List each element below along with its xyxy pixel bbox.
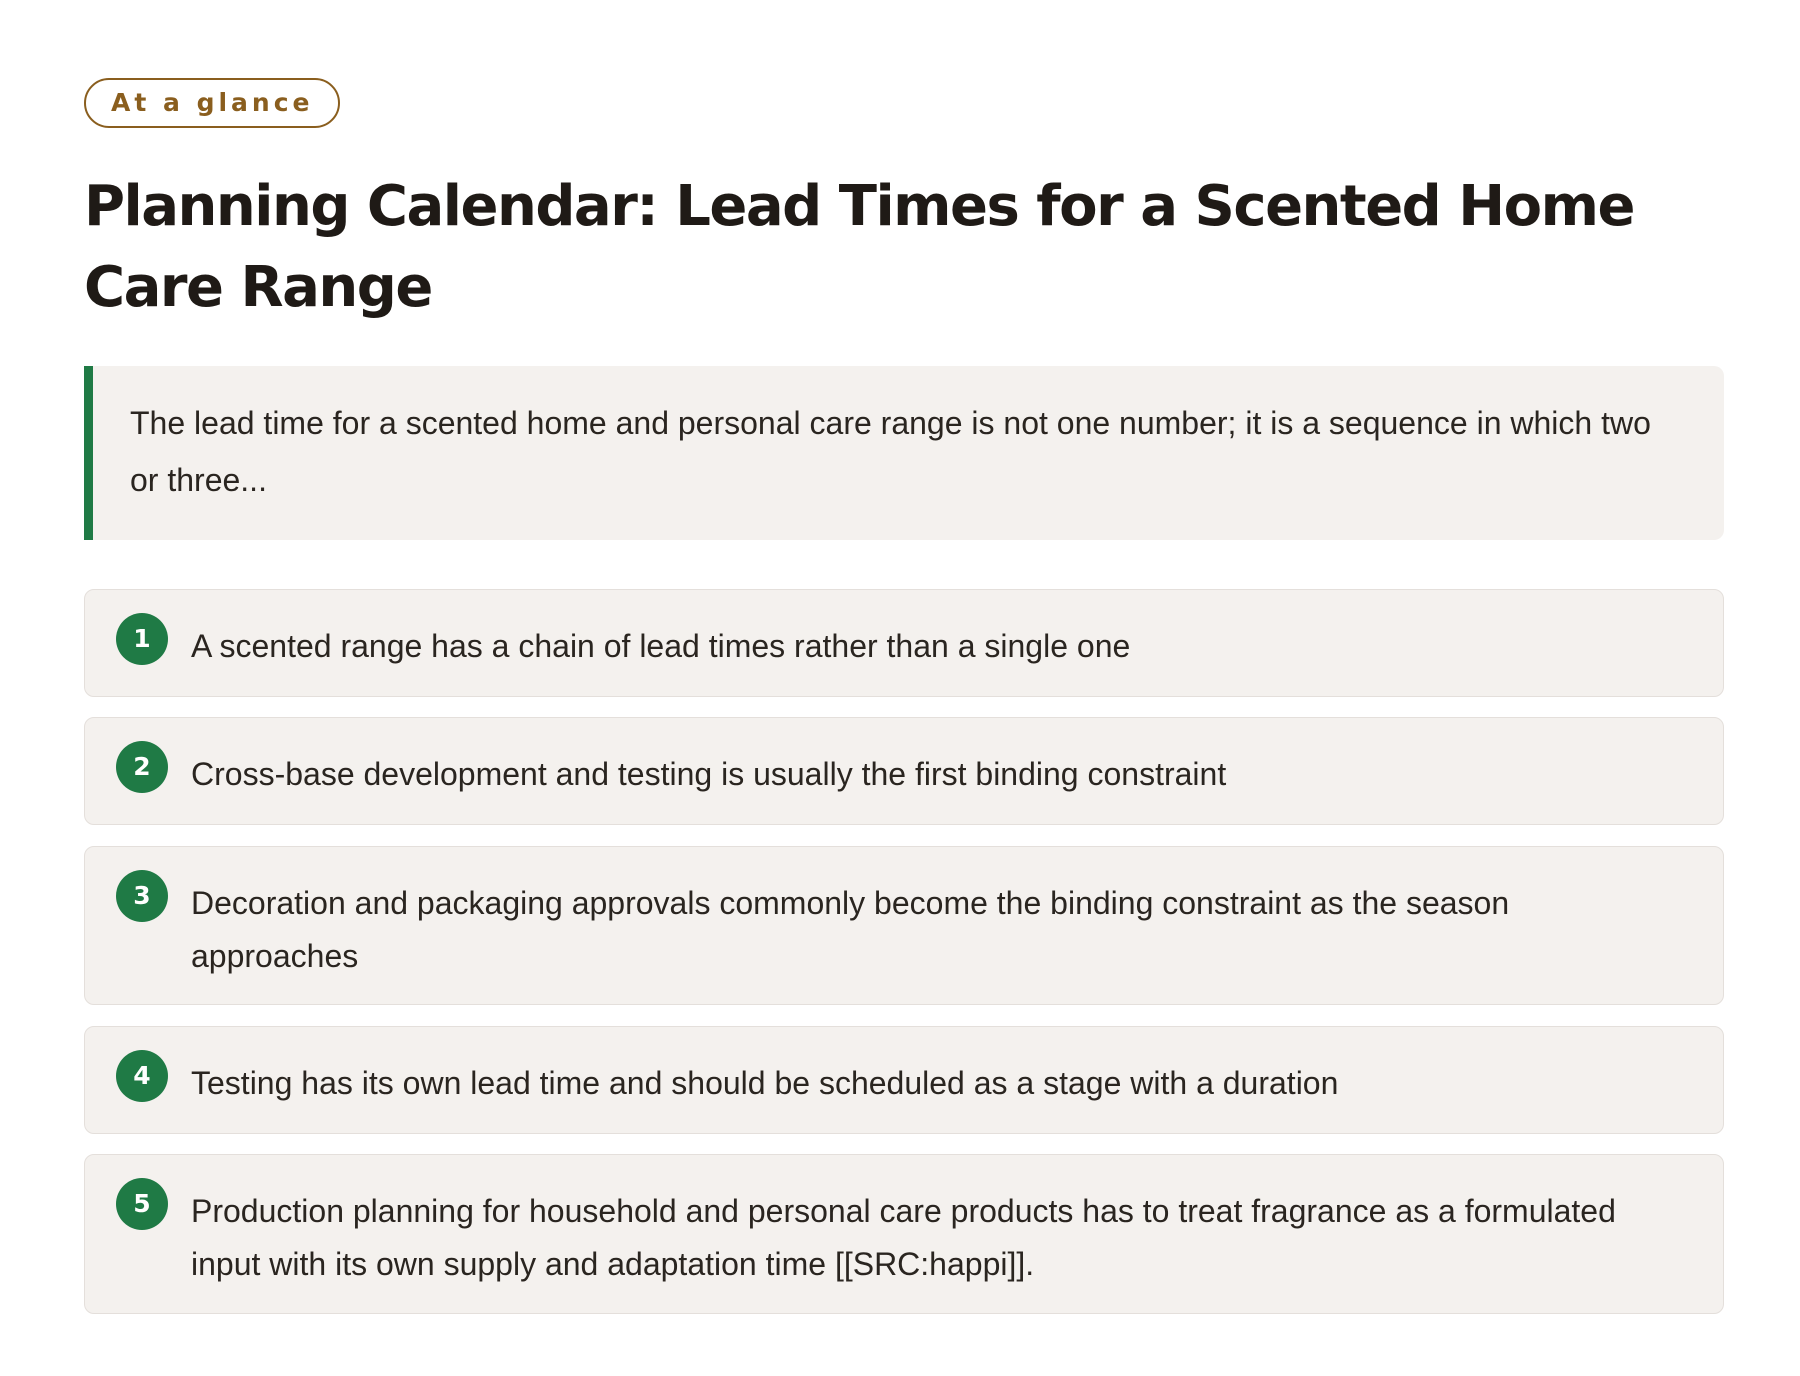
key-point-text: A scented range has a chain of lead times rather than a single one — [191, 628, 1131, 664]
item-number-badge: 2 — [116, 741, 168, 793]
key-point-item — [84, 717, 1724, 825]
key-point-text: Testing has its own lead time and should be scheduled as a stage with a duration — [191, 1065, 1339, 1101]
key-point-item — [84, 1026, 1724, 1134]
item-number-badge: 3 — [116, 870, 168, 922]
key-point-item — [84, 589, 1724, 697]
item-number-badge: 5 — [116, 1178, 168, 1230]
item-number-badge: 1 — [116, 613, 168, 665]
key-point-item — [84, 846, 1724, 1005]
key-point-item — [84, 1154, 1724, 1314]
key-point-text: Production planning for household and personal care products has to treat fragrance as a formulated input with its own supply and adaptation time [[SRC:happi]]. — [191, 1193, 1616, 1282]
summary-callout — [84, 366, 1724, 540]
key-point-text: Cross-base development and testing is usually the first binding constraint — [191, 756, 1227, 792]
at-a-glance-badge: At a glance — [84, 78, 340, 128]
page-title: Planning Calendar: Lead Times for a Scented Home Care Range — [84, 174, 1634, 320]
item-number-badge: 4 — [116, 1050, 168, 1102]
key-point-text: Decoration and packaging approvals commonly become the binding constraint as the season approaches — [191, 885, 1510, 974]
summary-text: The lead time for a scented home and personal care range is not one number; it is a sequence in which two or three... — [130, 405, 1651, 498]
